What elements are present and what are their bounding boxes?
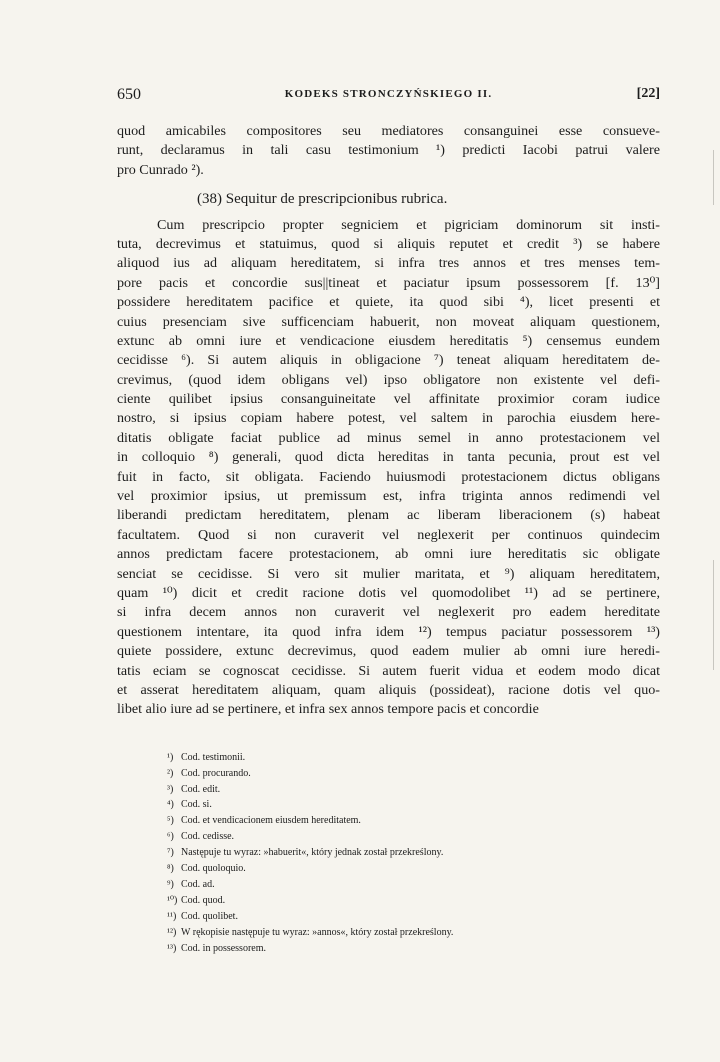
footnote-text: W rękopisie następuje tu wyraz: »annos«, który został przekreślony. <box>181 926 454 938</box>
footnote <box>167 925 660 941</box>
text-line: liberandi predictam hereditatem, plenam ac liberam liberacionem (s) habeat <box>117 507 660 524</box>
footnote <box>167 750 660 766</box>
text-line: et asserat hereditatem aliquam, quam aliquis (possideat), racione dotis vel quo- <box>117 681 660 698</box>
text-line: cecidisse ⁶). Si autem aliquis in obligacione ⁷) teneat aliquam hereditatem de- <box>117 352 660 369</box>
text-line: libet alio iure ad se pertinere, et infra sex annos tempore pacis et concordie <box>117 701 539 718</box>
footnote <box>167 941 660 957</box>
footnote <box>167 909 660 925</box>
text-line: runt, declaramus in tali casu testimonium ¹) predicti Iacobi patrui valere <box>117 142 660 159</box>
footnote <box>167 877 660 893</box>
footnote-text: Następuje tu wyraz: »habuerit«, który jednak został przekreślony. <box>181 847 444 859</box>
footnote-text: Cod. quod. <box>181 894 226 906</box>
footnote-text: Cod. quolibet. <box>181 910 238 922</box>
text-line: tatis eciam se cognoscat cecidisse. Si autem fuerit vidua et eodem modo dicat <box>117 662 660 679</box>
text-line: cuius presenciam sive sufficenciam habuerit, non moveat aliquam questionem, <box>117 313 660 330</box>
footnote-mark: ⁷) <box>167 847 174 859</box>
text-line: pro Cunrado ²). <box>117 161 204 178</box>
footnote-mark: ⁶) <box>167 831 174 843</box>
footnote <box>167 845 660 861</box>
text-line: senciat se cecidisse. Si vero sit mulier maritata, et ⁹) aliquam hereditatem, <box>117 565 660 582</box>
header-title: KODEKS STRONCZYŃSKIEGO II. <box>284 88 493 100</box>
main-text <box>117 122 660 720</box>
text-line: facultatem. Quod si non curaverit vel neglexerit per continuos quindecim <box>117 526 660 543</box>
footnote-text: Cod. cedisse. <box>181 831 235 843</box>
text-line: fuit in facto, sit obligata. Faciendo huiusmodi protestacionem dictus obligans <box>117 468 660 485</box>
footnote <box>167 813 660 829</box>
footnote-mark: ⁸) <box>167 863 174 875</box>
footnote-mark: ⁴) <box>167 799 174 811</box>
prescription-paragraph <box>117 216 660 720</box>
footnote-mark: ¹²) <box>167 926 177 938</box>
text-line: ditatis obligate faciat publice ad minus semel in anno protestacionem vel <box>117 429 660 446</box>
footnote <box>167 782 660 798</box>
text-line: in colloquio ⁸) generali, quod dicta hereditas in tanta pecunia, prout est vel <box>117 449 660 466</box>
footnote-text: Cod. et vendicacionem eiusdem hereditatem. <box>181 815 361 827</box>
section-number: [22] <box>636 86 660 101</box>
footnote <box>167 861 660 877</box>
footnote-mark: ³) <box>167 783 174 795</box>
document-page <box>117 86 660 957</box>
footnote-text: Cod. in possessorem. <box>181 942 266 954</box>
continuation-paragraph <box>117 122 660 180</box>
footnote-mark: ¹³) <box>167 942 177 954</box>
footnote-mark: ²) <box>167 767 174 779</box>
text-line: tuta, decrevimus et statuimus, quod si aliquis reputet et credit ³) se habere <box>117 235 660 252</box>
footnote-text: Cod. procurando. <box>181 767 251 779</box>
footnote <box>167 829 660 845</box>
text-line: pore pacis et concordie sus||tineat et paciatur ipsum possessorem [f. 13⁰] <box>117 274 660 291</box>
text-line: aliquod ius ad aliquam hereditatem, si infra tres annos et tres menses tem- <box>117 255 660 272</box>
text-line: extunc ab omni iure et vendicacione eiusdem hereditatis ⁵) censemus eundem <box>117 332 660 349</box>
text-line: crevimus, (quod idem obligans vel) ipso obligatore non existente vel defi- <box>117 371 660 388</box>
footnote <box>167 766 660 782</box>
text-line: ciente quilibet ipsius consanguineitate vel affinitate proximior coram iudice <box>117 391 660 408</box>
footnote <box>167 893 660 909</box>
footnote-text: Cod. testimonii. <box>181 751 246 763</box>
scan-edge-mark <box>713 150 714 205</box>
footnote-text: Cod. edit. <box>181 783 221 795</box>
footnotes <box>117 750 660 957</box>
footnote-text: Cod. si. <box>181 799 212 811</box>
text-line: si infra decem annos non curaverit vel neglexerit pro eadem hereditate <box>117 604 660 621</box>
footnote-mark: ¹) <box>167 751 174 763</box>
text-line: questionem intentare, ita quod infra idem ¹²) tempus paciatur possessorem ¹³) <box>117 623 660 640</box>
scan-edge-mark <box>713 560 714 670</box>
rubric-heading: (38) Sequitur de prescripcionibus rubrica. <box>197 191 448 208</box>
footnote-mark: ⁹) <box>167 878 174 890</box>
text-line: quod amicabiles compositores seu mediatores consanguinei esse consueve- <box>117 123 660 139</box>
text-line: quiete possidere, extunc decrevimus, quod eadem mulier ab omni iure heredi- <box>117 643 660 660</box>
text-line: annos predictam facere protestacionem, ab omni iure hereditatis sic obligate <box>117 546 660 563</box>
footnote-mark: ¹⁰) <box>167 894 178 906</box>
text-line: Cum prescripcio propter segniciem et pigriciam dominorum sit insti- <box>157 216 660 233</box>
text-line: vel proximior ipsius, ut premissum est, infra triginta annos redimendi vel <box>117 488 660 505</box>
text-line: nostro, si ipsius copiam habere potest, vel saltem in parochia eiusdem here- <box>117 410 660 427</box>
footnote-text: Cod. quoloquio. <box>181 863 246 875</box>
text-line: possidere hereditatem pacifice et quiete, ita quod sibi ⁴), licet presenti et <box>117 294 660 311</box>
page-number: 650 <box>117 86 141 103</box>
text-line: quam ¹⁰) dicit et credit racione dotis vel quomodolibet ¹¹) ad se pertinere, <box>117 584 660 601</box>
footnote-mark: ⁵) <box>167 815 174 827</box>
footnote-mark: ¹¹) <box>167 910 177 922</box>
footnote-text: Cod. ad. <box>181 878 215 890</box>
running-header <box>117 86 660 112</box>
footnote <box>167 797 660 813</box>
